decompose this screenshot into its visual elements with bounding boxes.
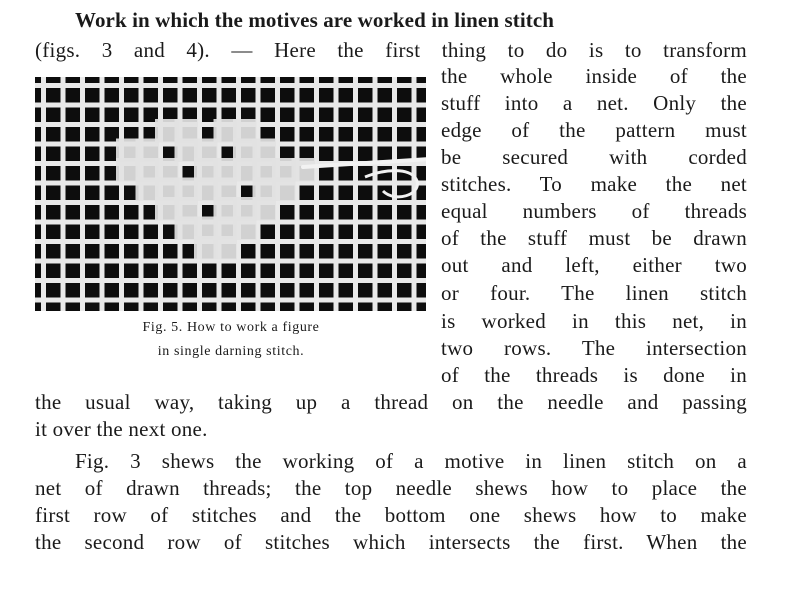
body-line-5: be secured with corded — [441, 145, 747, 169]
mesh-thread-vertical — [61, 77, 66, 311]
section-heading: Work in which the motives are worked in linen stitch — [75, 8, 555, 32]
body-line-16: Fig. 3 shews the working of a motive in linen stitch on a — [75, 449, 747, 473]
darning-stitch-illustration — [35, 77, 426, 311]
body-line-15: it over the next one. — [35, 417, 208, 441]
body-line-13: of the threads is done in — [441, 363, 747, 387]
body-line-14: the usual way, taking up a thread on the needle and passing — [35, 390, 747, 414]
body-line-1: (figs. 3 and 4). — Here the first thing to do is to transform — [35, 38, 747, 62]
body-line-11: is worked in this net, in — [441, 309, 747, 333]
mesh-thread-vertical — [334, 77, 339, 311]
mesh-thread-horizontal — [35, 298, 426, 303]
body-line-3: stuff into a net. Only the — [441, 91, 747, 115]
body-line-9: out and left, either two — [441, 253, 747, 277]
mesh-thread-vertical — [80, 77, 85, 311]
mesh-thread-vertical — [373, 77, 378, 311]
body-line-12: two rows. The intersection — [441, 336, 747, 360]
figure-caption-line-2: in single darning stitch. — [157, 344, 305, 359]
mesh-thread-vertical — [100, 77, 105, 311]
mesh-thread-vertical — [41, 77, 46, 311]
mesh-thread-vertical — [119, 77, 124, 311]
mesh-thread-vertical — [314, 77, 319, 311]
body-line-18: first row of stitches and the bottom one shews how to make — [35, 503, 747, 527]
figure-caption-line-1: Fig. 5. How to work a figure — [142, 320, 320, 335]
mesh-thread-horizontal — [35, 278, 426, 283]
body-line-8: of the stuff must be drawn — [441, 226, 747, 250]
darned-motif-cell — [214, 236, 238, 260]
body-line-19: the second row of stitches which intersects the first. When the — [35, 530, 747, 554]
body-line-17: net of drawn threads; the top needle shews how to place the — [35, 476, 747, 500]
body-line-6: stitches. To make the net — [441, 172, 747, 196]
mesh-thread-horizontal — [35, 103, 426, 108]
mesh-thread-vertical — [392, 77, 397, 311]
mesh-thread-vertical — [353, 77, 358, 311]
body-line-7: equal numbers of threads — [441, 199, 747, 223]
body-line-4: edge of the pattern must — [441, 118, 747, 142]
body-line-10: or four. The linen stitch — [441, 281, 747, 305]
body-line-2: the whole inside of the — [441, 64, 747, 88]
mesh-thread-horizontal — [35, 83, 426, 88]
mesh-grid-figure — [35, 77, 426, 311]
